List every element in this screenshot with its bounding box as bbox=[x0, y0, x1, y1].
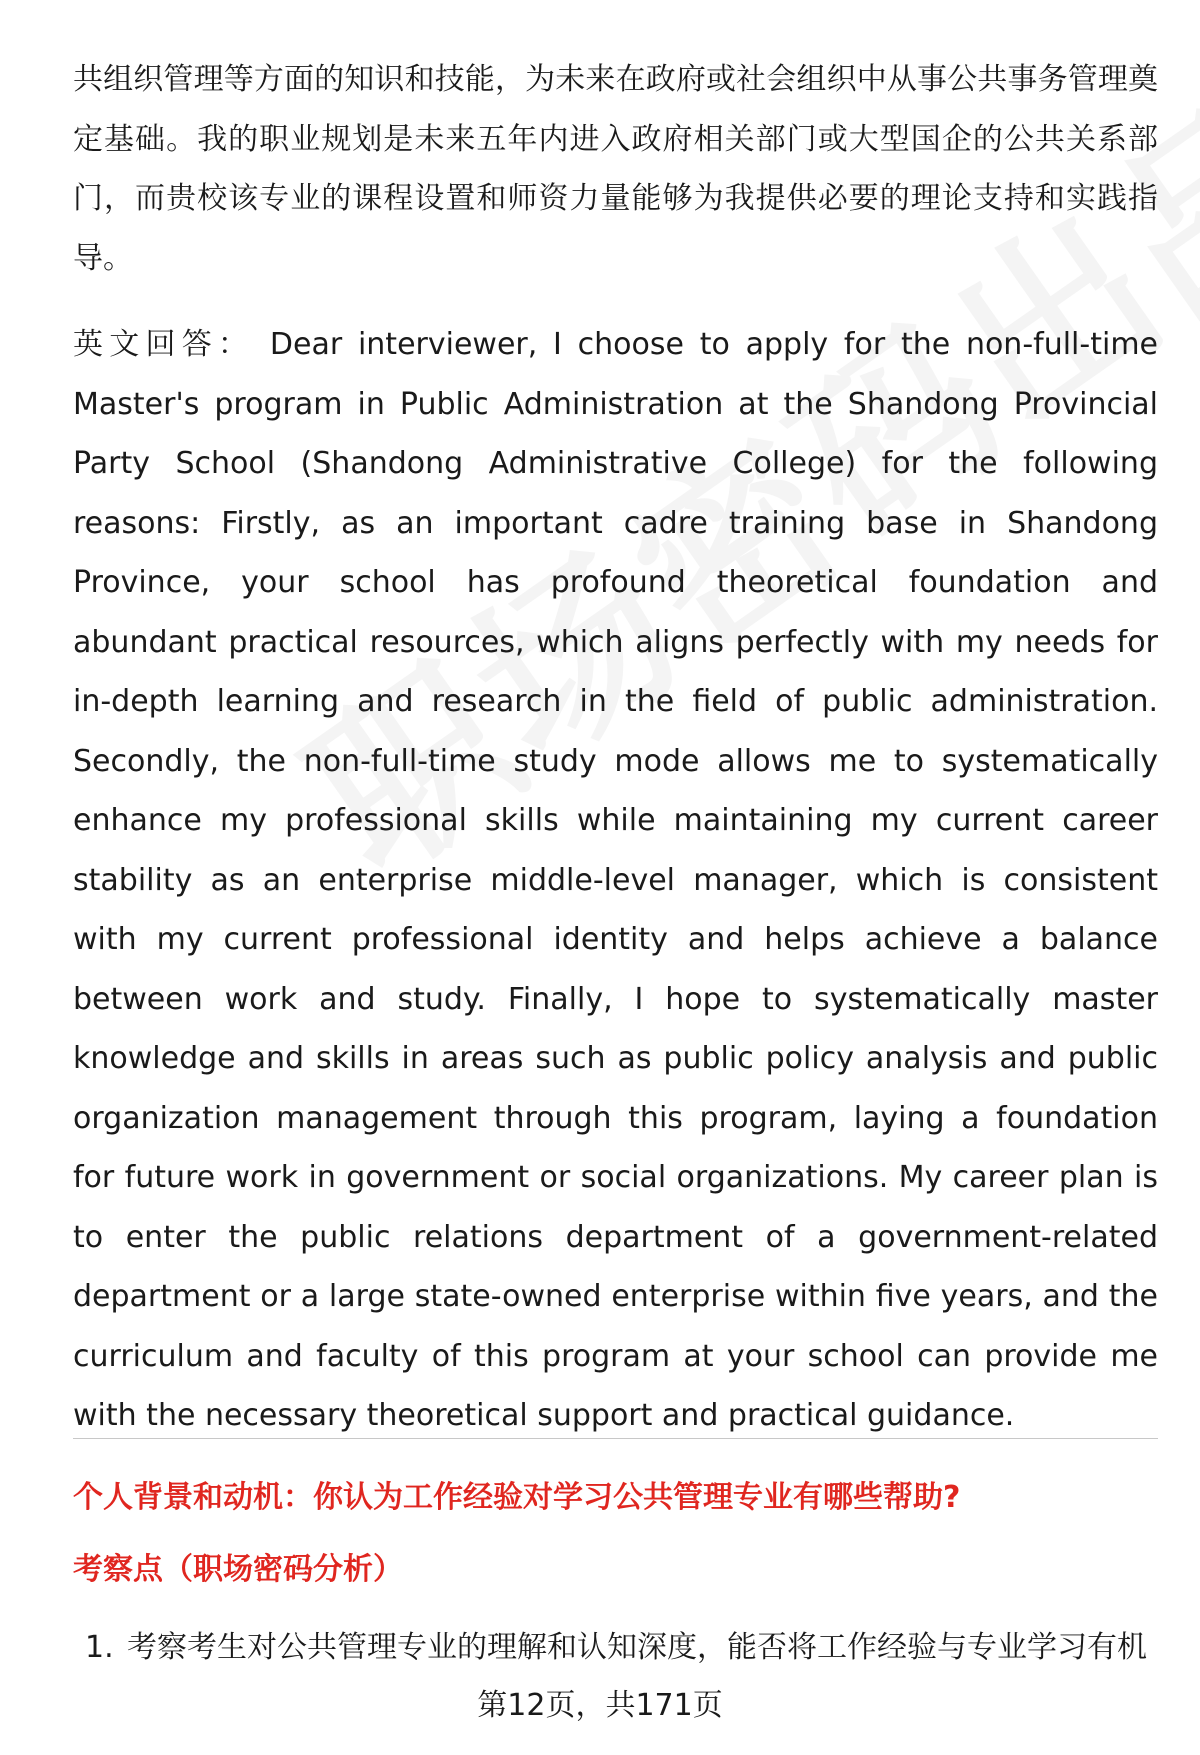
analysis-subtitle: 考察点（职场密码分析） bbox=[73, 1552, 403, 1587]
section-divider bbox=[73, 1438, 1158, 1439]
answer-content bbox=[73, 50, 1158, 1446]
english-answer-paragraph: 英文回答： Dear interviewer, I choose to apply for the non-full-time Master's program in Public Administration at the Shandong Provincial Party School (Shandong Administrative College) for the following reasons: Firstly, as an important cadre training base in Shandong Province, your school has profound theoretical foundation and abundant practical resources, which aligns perfectly with my needs for in-depth learning and research in the field of public administration. Secondly, the non-full-time study mode allows me to systematically enhance my professional skills while maintaining my current career stability as an enterprise middle-level manager, which is consistent with my current professional identity and helps achieve a balance between work and study. Finally, I hope to systematically master knowledge and skills in areas such as public policy analysis and public organization management through this program, laying a foundation for future work in government or social organizations. My career plan is to enter the public relations department of a government-related department or a large state-owned enterprise within five years, and the curriculum and faculty of this program at your school can provide me with the necessary theoretical support and practical guidance. bbox=[73, 327, 1158, 1433]
list-item bbox=[85, 1622, 1147, 1666]
list-item-text: 考察考生对公共管理专业的理解和认知深度，能否将工作经验与专业学习有机 bbox=[127, 1630, 1147, 1665]
page-number: 第12页，共171页 bbox=[477, 1688, 723, 1723]
question-title: 个人背景和动机：你认为工作经验对学习公共管理专业有哪些帮助? bbox=[73, 1480, 961, 1515]
chinese-answer-paragraph: 共组织管理等方面的知识和技能，为未来在政府或社会组织中从事公共事务管理奠定基础。我的职业规划是未来五年内进入政府相关部门或大型国企的公共关系部门，而贵校该专业的课程设置和师资力量能够为我提供必要的理论支持和实践指导。 bbox=[73, 62, 1158, 276]
list-item-number: 1. bbox=[85, 1630, 114, 1665]
